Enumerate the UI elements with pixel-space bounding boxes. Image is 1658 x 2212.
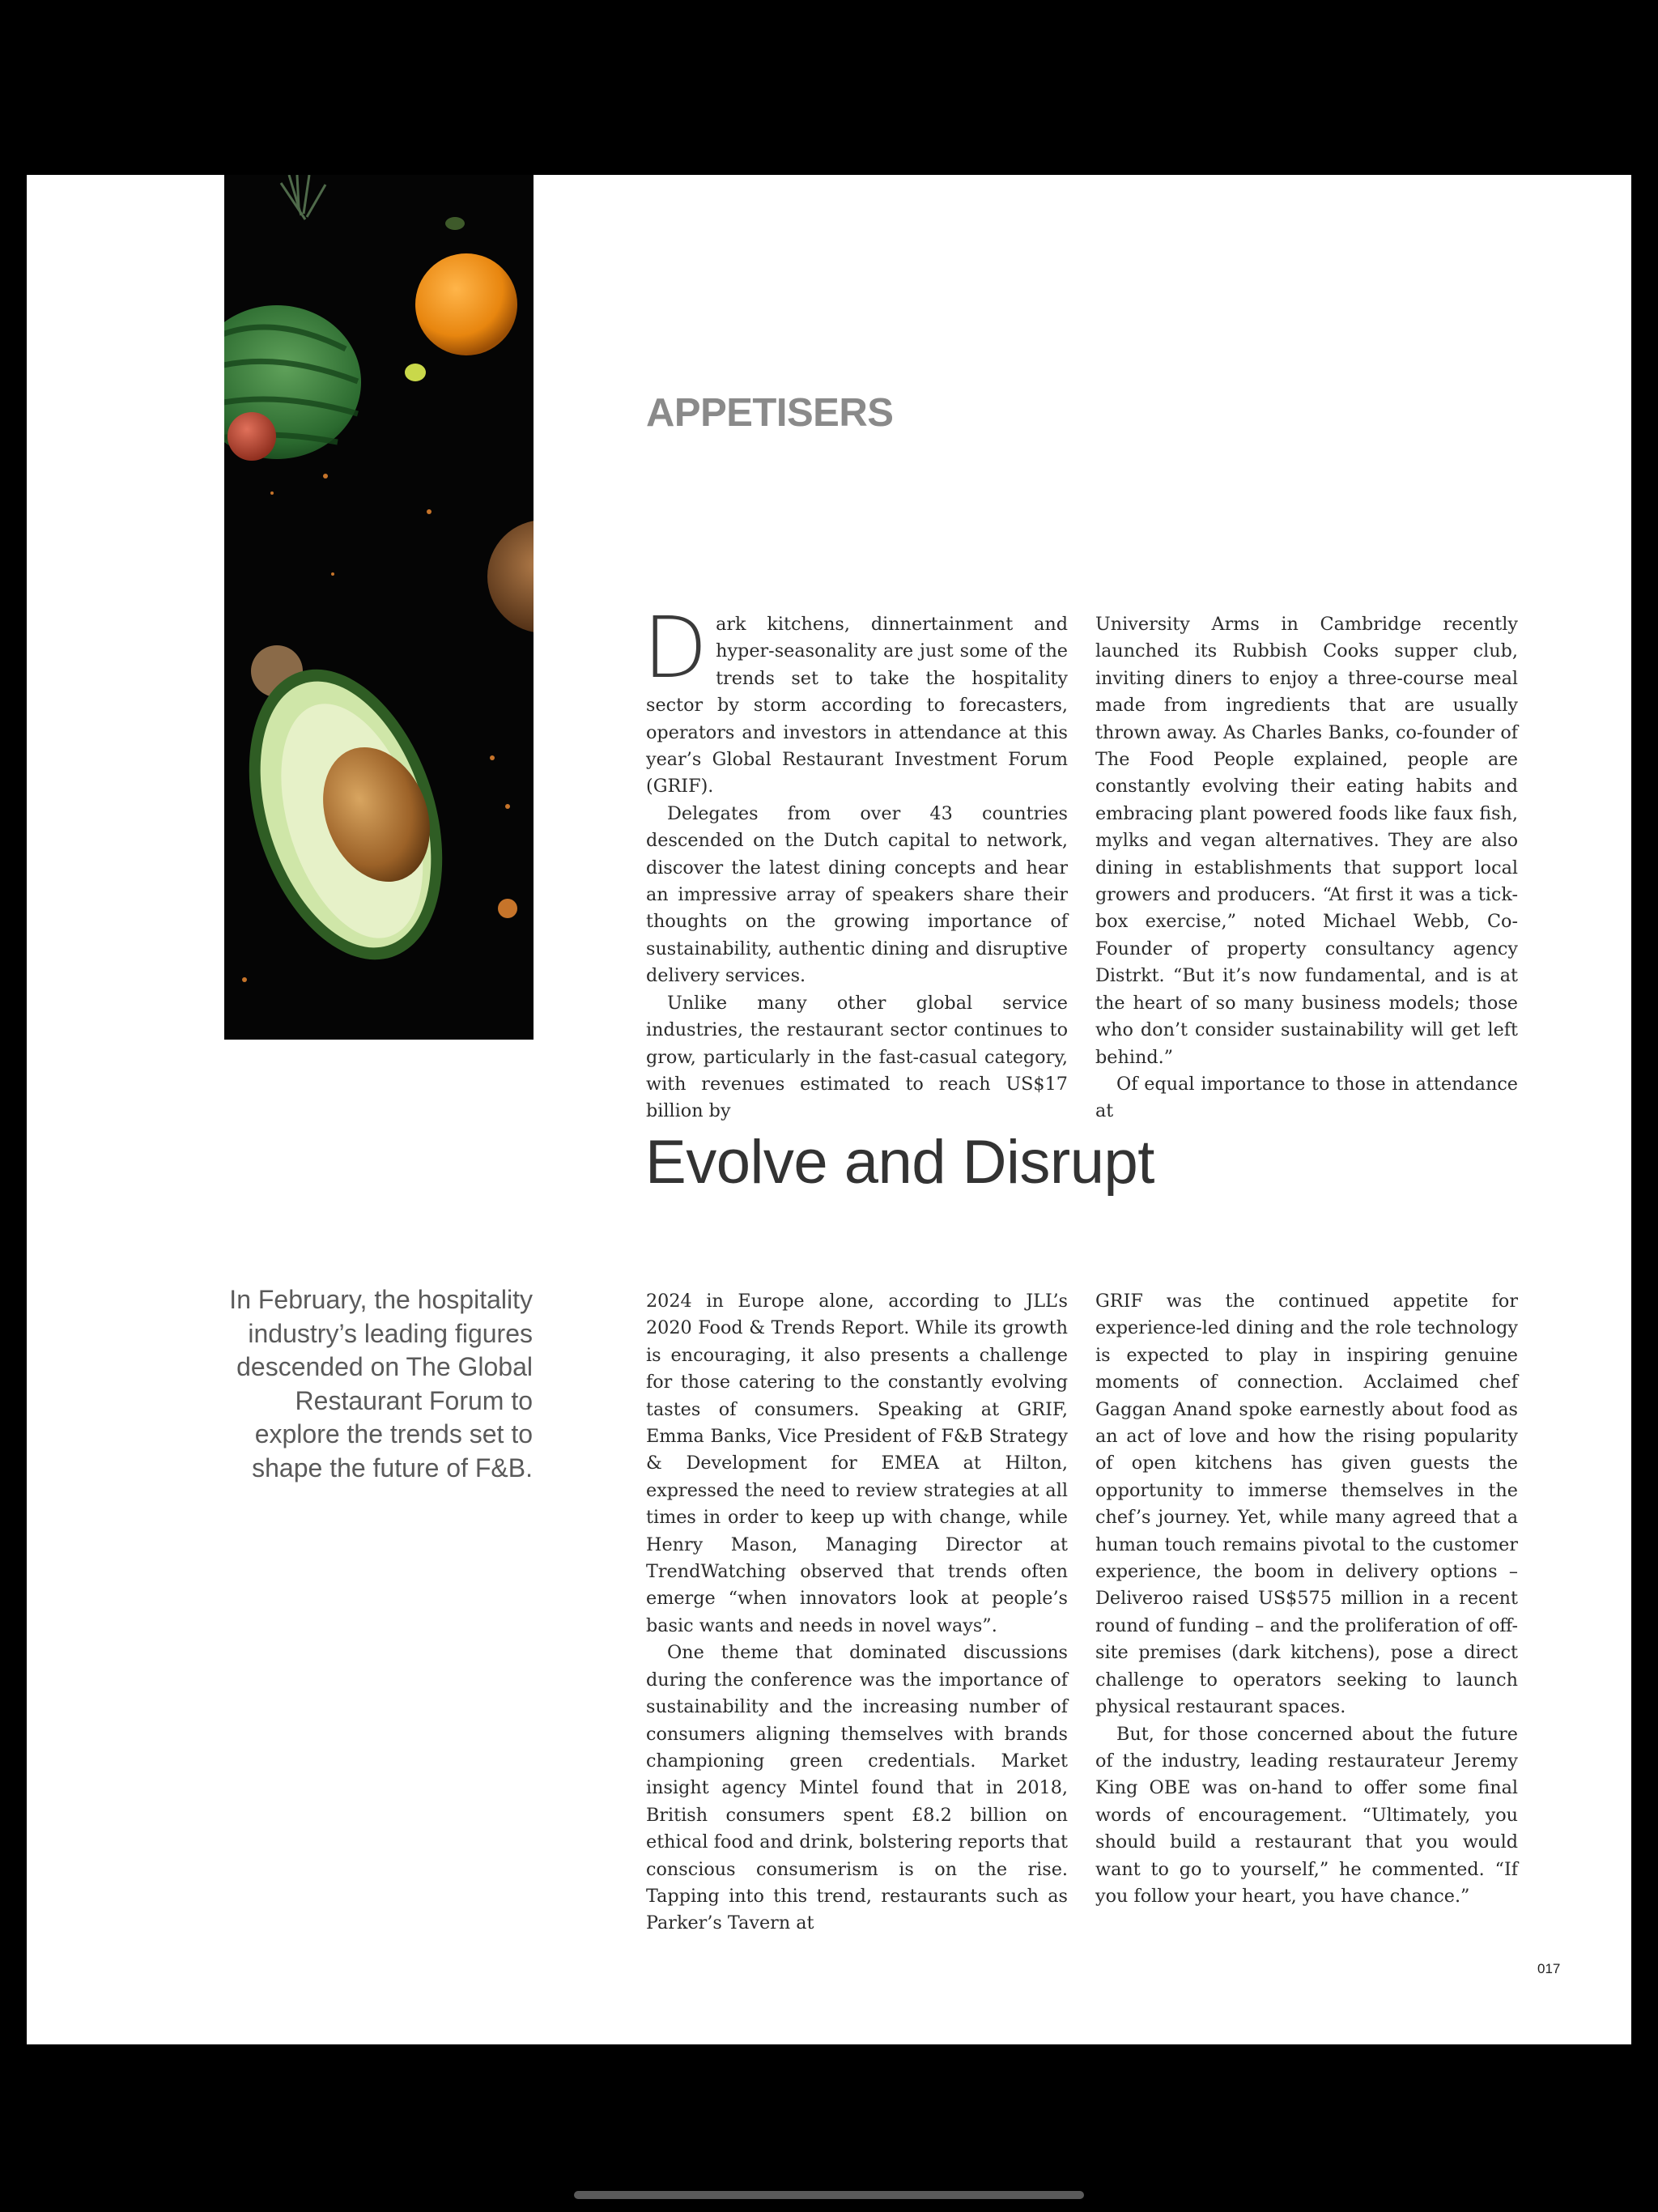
- page-number: 017: [1537, 1961, 1561, 1976]
- intro-paragraph-1: ark kitchens, dinnertainment and hyper-seasonality are just some of the trends set to take the hospitality sector by storm according to forecasters, operators and investors in attendance at this year’s Global Restaurant Investment Forum (GRIF).: [646, 614, 1068, 798]
- fruit-image: [224, 175, 534, 1040]
- intro-paragraph-2: Delegates from over 43 countries descended on the Dutch capital to network, discover the latest dining concepts and hear an impressive array of speakers share their thoughts on the growing importance of sustainability, authentic dining and disruptive delivery services.: [646, 802, 1068, 987]
- intro-right-paragraph-1: University Arms in Cambridge recently launched its Rubbish Cooks supper club, inviting diners to enjoy a three-course meal made from ingredients that are usually thrown away. As Charles Banks, co-founder of The Food People explained, people are constantly evolving their eating habits and embracing plant powered foods like faux fish, mylks and vegan alternatives. They are also dining in establishments that support local growers and producers. “At first it was a tick-box exercise,” noted Michael Webb, Co-Founder of property consultancy agency Distrkt. “But it’s now fundamental, and is at the heart of so many business models; those who don’t consider sustainability will get left behind.”: [1095, 614, 1518, 1068]
- article-headline: Evolve and Disrupt: [645, 1128, 1154, 1197]
- section-label: APPETISERS: [646, 391, 894, 435]
- intro-column-left: [643, 598, 1068, 1125]
- intro-right-paragraph-2: Of equal importance to those in attendance at: [1095, 1073, 1518, 1122]
- intro-paragraph-3: Unlike many other global service industries, the restaurant sector continues to grow, particularly in the fast-casual category, with revenues estimated to reach US$17 billion by: [646, 992, 1068, 1122]
- coconut: [487, 520, 534, 633]
- body-right-paragraph-1: GRIF was the continued appetite for experience-led dining and the role technology is expected to play in inspiring genuine moments of connection. Acclaimed chef Gaggan Anand spoke earnestly about food as an act of love and how the rising popularity of open kitchens has given guests the opportunity to immerse themselves in the chef’s journey. Yet, while many agreed that a human touch remains pivotal to the customer experience, the boom in delivery options – Deliveroo raised US$575 million in a recent round of funding – and the proliferation of off-site premises (dark kitchens), pose a direct challenge to operators seeking to launch physical restaurant spaces.: [1095, 1291, 1518, 1718]
- body-left-paragraph-2: One theme that dominated discussions during the conference was the importance of sustainability and the increasing number of consumers aligning themselves with brands championing green credentials. Market insight agency Mintel found that in 2018, British consumers spent £8.2 billion on ethical food and drink, bolstering reports that conscious consumerism is on the rise. Tapping into this trend, restaurants such as Parker’s Tavern at: [646, 1642, 1068, 1934]
- home-indicator[interactable]: [574, 2191, 1084, 2199]
- drop-cap: D: [643, 598, 708, 697]
- pomegranate: [227, 412, 276, 461]
- body-right-paragraph-2: But, for those concerned about the future of the industry, leading restaurateur Jeremy King OBE was on-hand to offer some final words of encouragement. “Ultimately, you should build a restaurant that you would want to go to yourself,” he commented. “If you follow your heart, you have chance.”: [1095, 1723, 1518, 1907]
- body-left-paragraph-1: 2024 in Europe alone, according to JLL’s 2020 Food & Trends Report. While its growth is encouraging, it also presents a challenge for those catering to the constantly evolving tastes of consumers. Speaking at GRIF, Emma Banks, Vice President of F&B Strategy & Development for EMEA at Hilton, expressed the need to review strategies at all times in order to keep up with change, while Henry Mason, Managing Director at TrendWatching observed that trends often emerge “when innovators look at people’s basic wants and needs in novel ways”.: [646, 1291, 1068, 1636]
- body-column-right: [1095, 1288, 1518, 1910]
- intro-column-right: [1095, 611, 1518, 1125]
- lime: [405, 364, 426, 381]
- body-column-left: [646, 1288, 1068, 1938]
- pineapple-leaves: [281, 175, 325, 219]
- orange: [415, 253, 517, 355]
- pull-quote: In February, the hospitality industry’s leading figures descended on The Global Restaurant Forum to explore the trends set to shape the future of F&B.: [229, 1285, 533, 1482]
